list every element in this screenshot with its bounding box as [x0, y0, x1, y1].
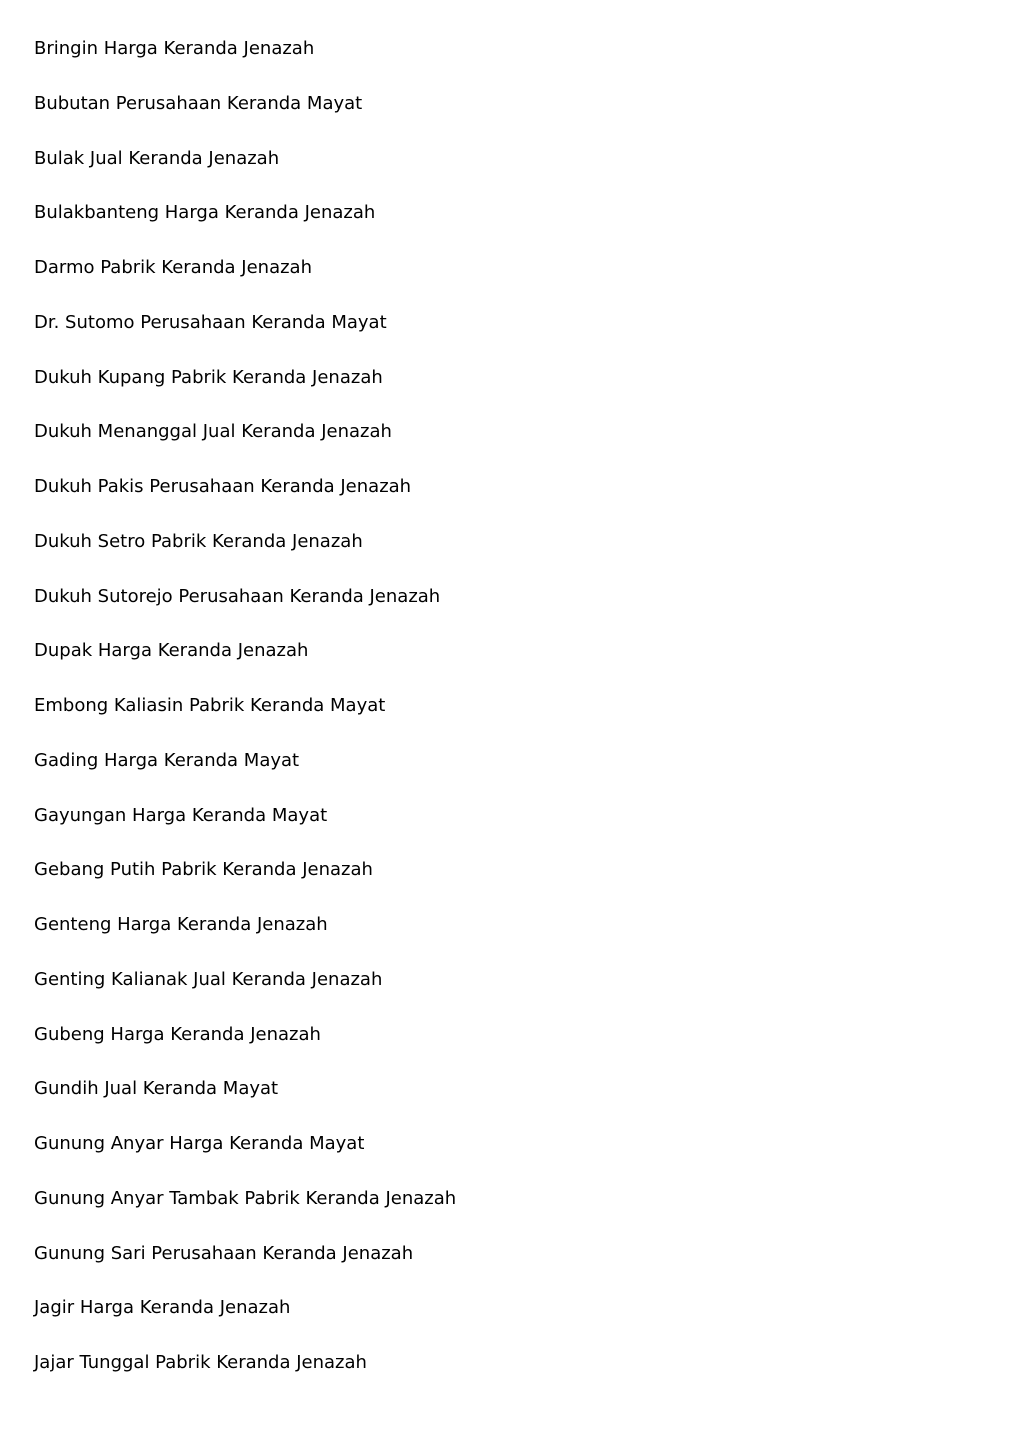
list-item — [34, 418, 994, 473]
location-link[interactable]: Gading Harga Keranda Mayat — [34, 749, 300, 771]
location-link[interactable]: Bubutan Perusahaan Keranda Mayat — [34, 92, 363, 114]
list-item — [34, 1349, 994, 1404]
location-link[interactable]: Dukuh Setro Pabrik Keranda Jenazah — [34, 530, 363, 552]
list-item — [34, 802, 994, 857]
location-link[interactable]: Dr. Sutomo Perusahaan Keranda Mayat — [34, 311, 387, 333]
list-item — [34, 1294, 994, 1349]
list-item — [34, 309, 994, 364]
location-link[interactable]: Gunung Anyar Tambak Pabrik Keranda Jenazah — [34, 1187, 457, 1209]
location-link[interactable]: Embong Kaliasin Pabrik Keranda Mayat — [34, 695, 386, 716]
list-item — [34, 692, 994, 747]
location-link[interactable]: Gunung Anyar Harga Keranda Mayat — [34, 1133, 365, 1154]
list-item — [34, 145, 994, 200]
location-link[interactable]: Dupak Harga Keranda Jenazah — [34, 640, 309, 662]
list-item — [34, 254, 994, 309]
location-link[interactable]: Gundih Jual Keranda Mayat — [34, 1078, 279, 1100]
list-item — [34, 1021, 994, 1076]
list-item — [34, 473, 994, 528]
location-link[interactable]: Gayungan Harga Keranda Mayat — [34, 804, 328, 826]
list-item — [34, 1240, 994, 1295]
list-item — [34, 911, 994, 966]
location-link[interactable]: Dukuh Kupang Pabrik Keranda Jenazah — [34, 366, 383, 388]
list-item — [34, 1185, 994, 1240]
list-item — [34, 35, 994, 90]
location-link[interactable]: Gubeng Harga Keranda Jenazah — [34, 1023, 321, 1045]
list-item — [34, 856, 994, 911]
location-link[interactable]: Bulakbanteng Harga Keranda Jenazah — [34, 202, 376, 224]
list-item — [34, 90, 994, 145]
location-link[interactable]: Dukuh Menanggal Jual Keranda Jenazah — [34, 421, 392, 443]
list-item — [34, 1130, 994, 1185]
location-link-list — [34, 35, 994, 1404]
list-item — [34, 747, 994, 802]
location-link[interactable]: Genting Kalianak Jual Keranda Jenazah — [34, 968, 383, 990]
location-link[interactable]: Jagir Harga Keranda Jenazah — [34, 1297, 291, 1319]
location-link[interactable]: Bulak Jual Keranda Jenazah — [34, 147, 280, 169]
location-link[interactable]: Darmo Pabrik Keranda Jenazah — [34, 257, 312, 278]
location-link[interactable]: Dukuh Sutorejo Perusahaan Keranda Jenazah — [34, 585, 441, 607]
list-item — [34, 364, 994, 419]
location-link[interactable]: Dukuh Pakis Perusahaan Keranda Jenazah — [34, 476, 412, 497]
list-item — [34, 1075, 994, 1130]
location-link[interactable]: Jajar Tunggal Pabrik Keranda Jenazah — [34, 1352, 367, 1373]
location-link[interactable]: Genteng Harga Keranda Jenazah — [34, 914, 328, 935]
document-page — [34, 35, 994, 1404]
list-item — [34, 528, 994, 583]
list-item — [34, 966, 994, 1021]
list-item — [34, 199, 994, 254]
list-item — [34, 583, 994, 638]
list-item — [34, 637, 994, 692]
location-link[interactable]: Gebang Putih Pabrik Keranda Jenazah — [34, 859, 373, 881]
location-link[interactable]: Bringin Harga Keranda Jenazah — [34, 38, 315, 59]
location-link[interactable]: Gunung Sari Perusahaan Keranda Jenazah — [34, 1242, 414, 1264]
